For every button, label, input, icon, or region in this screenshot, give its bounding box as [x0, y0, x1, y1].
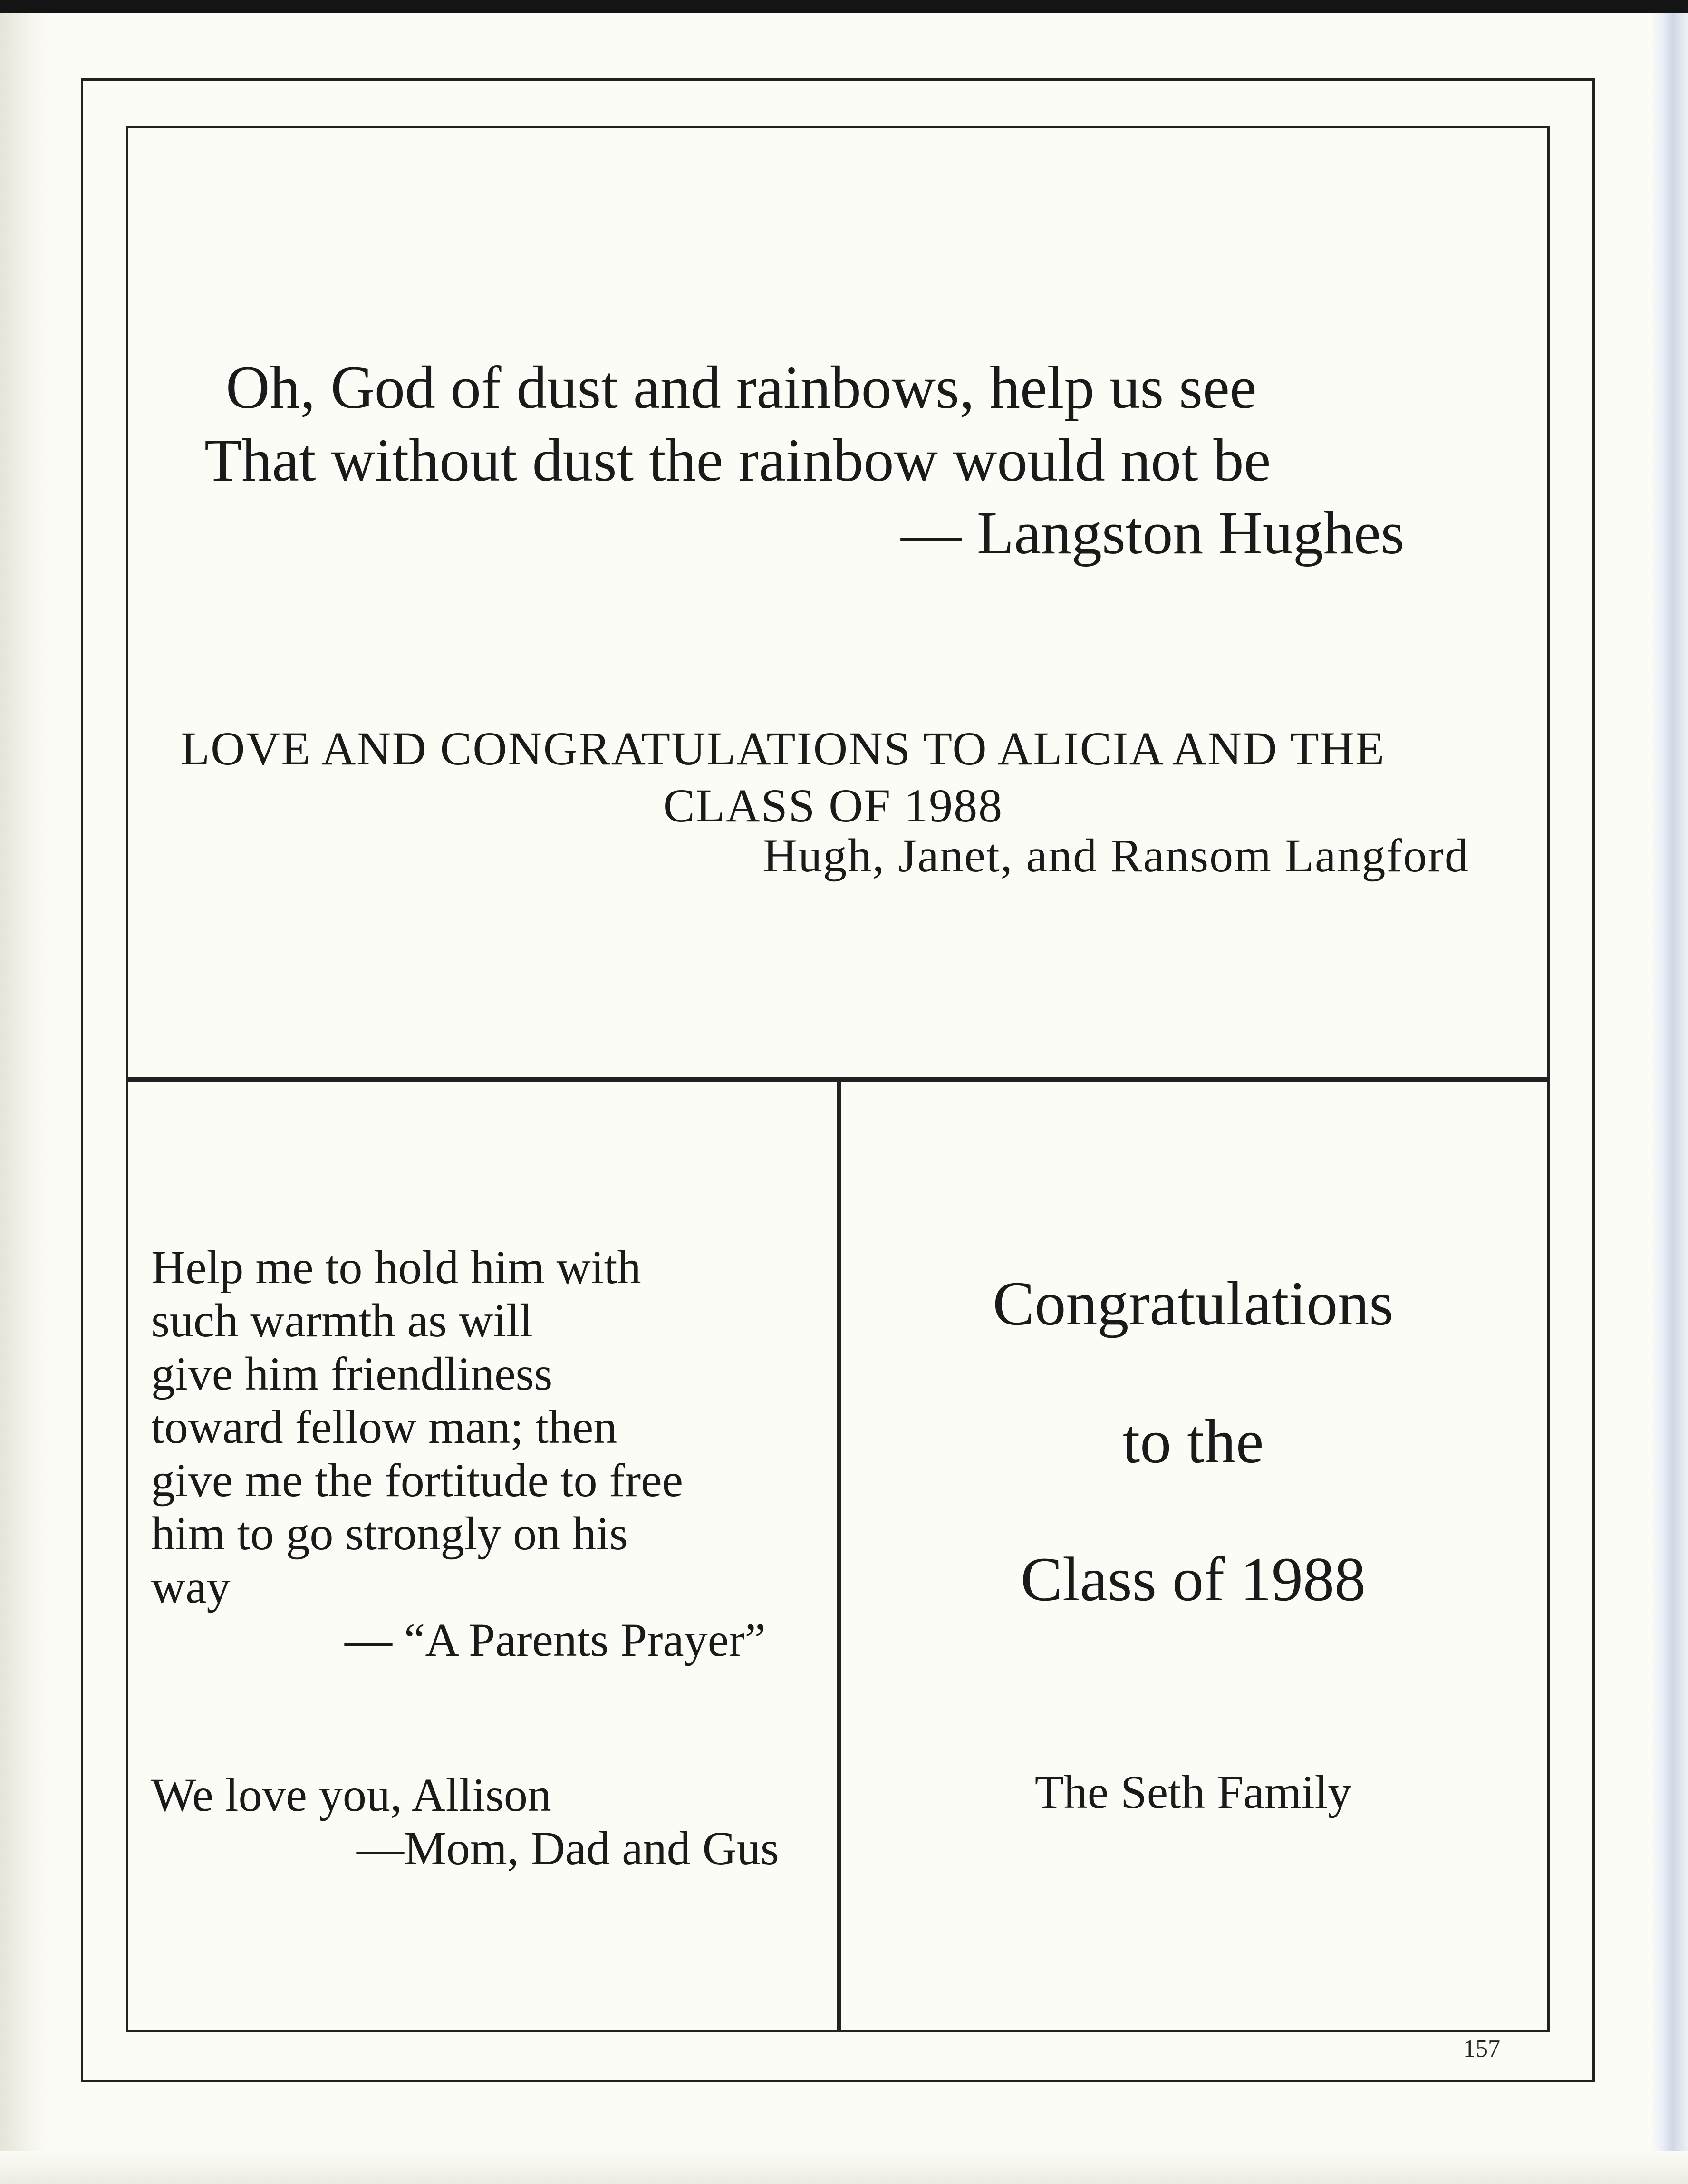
dedication-signature: Hugh, Janet, and Ransom Langford — [763, 829, 1469, 882]
quote-line-2: That without dust the rainbow would not be — [204, 426, 1271, 494]
prayer-attribution: — “A Parents Prayer” — [345, 1614, 766, 1666]
congrats-line-3: Class of 1988 — [1021, 1544, 1366, 1614]
prayer-line-5: give me the fortitude to free — [151, 1454, 683, 1507]
page-binding — [0, 13, 52, 2184]
prayer-line-3: give him friendliness — [151, 1347, 553, 1400]
congrats-line-1: Congratulations — [993, 1268, 1394, 1338]
allison-signature: —Mom, Dad and Gus — [357, 1822, 779, 1875]
allison-message: We love you, Allison — [151, 1768, 551, 1821]
prayer-line-2: such warmth as will — [151, 1294, 533, 1347]
quote-attribution: — Langston Hughes — [901, 499, 1405, 567]
prayer-line-4: toward fellow man; then — [151, 1401, 617, 1453]
scan-top-edge — [0, 0, 1688, 13]
dedication-line-1: LOVE AND CONGRATULATIONS TO ALICIA AND THE — [181, 722, 1386, 775]
quote-line-1: Oh, God of dust and rainbows, help us see — [226, 354, 1257, 421]
congrats-line-2: to the — [1122, 1406, 1264, 1476]
seth-family-signature: The Seth Family — [1034, 1766, 1352, 1818]
scan-bottom-edge — [0, 2151, 1688, 2184]
page-number: 157 — [1463, 2035, 1500, 2062]
scan-right-edge — [1650, 13, 1688, 2184]
prayer-line-7: way — [151, 1560, 231, 1613]
prayer-line-1: Help me to hold him with — [151, 1241, 641, 1294]
prayer-line-6: him to go strongly on his — [151, 1507, 628, 1560]
dedication-line-2: CLASS OF 1988 — [663, 779, 1003, 832]
langford-ad-box — [126, 126, 1550, 1082]
